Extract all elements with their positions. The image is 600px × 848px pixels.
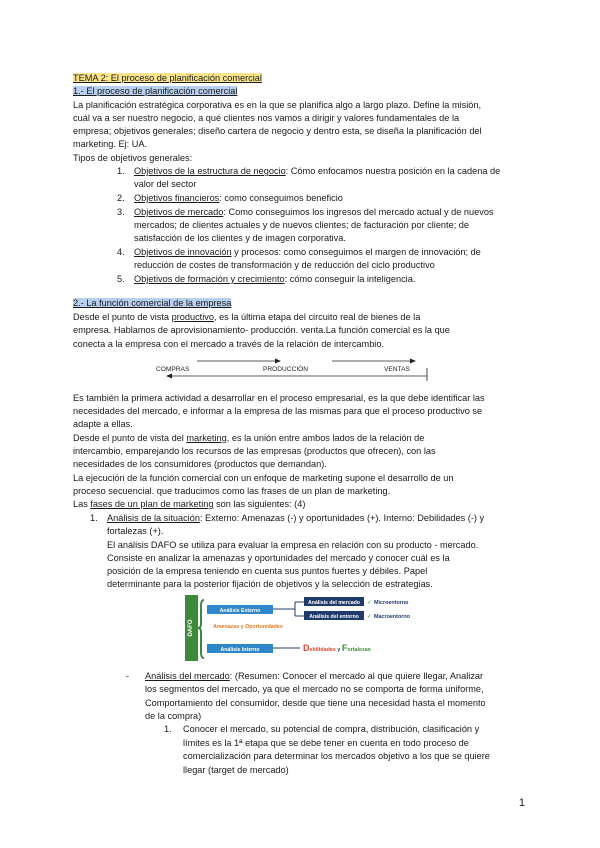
sub-item-line: llegar (target de mercado) xyxy=(183,765,289,775)
section2-heading: 2.- La función comercial de la empresa xyxy=(73,298,232,308)
df-label: Debilidades y Fortalezas xyxy=(303,643,371,653)
bullet-cont: de la compra) xyxy=(145,711,202,721)
flow-step: PRODUCCIÓN xyxy=(263,366,309,373)
para-line: marketing. Ej: UA. xyxy=(73,139,148,149)
externo-label: Análisis Externo xyxy=(219,608,261,614)
page-number: 1 xyxy=(518,797,525,809)
check-icon: ✓ xyxy=(367,600,372,606)
bullet-cont: Comportamiento del consumidor, desde que tiene una necesidad hasta el momento xyxy=(145,698,486,708)
phase-cont: fortalezas (+). xyxy=(107,526,164,536)
section1-heading: 1.- El proceso de planificación comercial xyxy=(73,86,238,96)
para-line: adapte a ellas. xyxy=(73,419,133,429)
sub-item-line: límites es la 1ª etapa que se debe tener en cuenta en todo proceso de xyxy=(183,738,469,748)
mercado-label: Análisis del mercado xyxy=(308,600,360,606)
dafo-diagram xyxy=(184,594,424,664)
check-icon: ✓ xyxy=(367,614,372,620)
para-line: posición de la empresa teniendo en cuenta sus puntos fuertes y débiles. Papel xyxy=(107,566,428,576)
para-line: Desde el punto de vista del marketing, es la unión entre ambos lados de la relación de xyxy=(73,433,425,443)
bullet-cont: los segmentos del mercado, ya que el mercado no se comporta de forma uniforme, xyxy=(145,684,484,694)
objective-cont: valor del sector xyxy=(134,179,197,189)
para-line: empresa; objetivos generales; diseño cartera de negocio y dentro esta, se diseña la planificación del xyxy=(73,126,482,136)
para-line: proceso secuencial. que traducimos como las frases de un plan de marketing. xyxy=(73,486,391,496)
flow-diagram xyxy=(150,354,440,384)
flow-arrow-head xyxy=(166,374,172,379)
para-line: necesidades del mercado, e informar a la empresa de las mismas para que el proceso productivo se xyxy=(73,406,483,416)
sub-item-line: Conocer el mercado, su potencial de compra, distribución, clasificación y xyxy=(183,724,480,734)
para-line: La planificación estratégica corporativa es en la que se planifica algo a largo plazo. Define la misión, xyxy=(73,100,482,110)
para-line: La ejecución de la función comercial con un enfoque de marketing supone el desarrollo de un xyxy=(73,473,454,483)
para-line: necesidades de los consumidores (productos que demandan). xyxy=(73,459,327,469)
para-line: cuál va a ser nuestro negocio, a qué clientes nos vamos a dirigir y valores fundamentales de la xyxy=(73,113,460,123)
bullet-item: Análisis del mercado: (Resumen: Conocer el mercado al que quiere llegar, Analizar xyxy=(145,671,484,681)
ao-label: Amenazas y Oportunidades xyxy=(213,624,283,630)
sub-item-number: 1. xyxy=(164,724,172,734)
dafo-label: DAFO xyxy=(188,619,194,637)
micro-label: Microentorno xyxy=(374,600,409,606)
flow-arrow-head xyxy=(410,359,416,364)
para-line: intercambio, emparejando los recursos de las empresas (productos que ofrecen), con las xyxy=(73,446,436,456)
objective-item: 5. Objetivos de formación y crecimiento: cómo conseguir la inteligencia. xyxy=(117,274,416,284)
para-line: El análisis DAFO se utiliza para evaluar la empresa en relación con su producto - mercado. xyxy=(107,540,479,550)
interno-label: Análisis Interno xyxy=(220,647,260,653)
flow-step: VENTAS xyxy=(384,366,410,373)
para-line: Es también la primera actividad a desarrollar en el proceso empresarial, es la que debe identificar las xyxy=(73,393,485,403)
objective-item: 2. Objetivos financieros: como conseguimos beneficio xyxy=(117,193,343,203)
para-line: empresa. Hablamos de aprovisionamiento- producción. venta.La función comercial es la que xyxy=(73,325,450,335)
para-line: determinante para la posterior fijación de objetivos y la selección de estrategias. xyxy=(107,579,433,589)
dafo-brace xyxy=(198,600,204,658)
para-line: Las fases de un plan de marketing son las siguientes: (4) xyxy=(73,499,306,509)
objective-cont: reducción de costes de transformación y de reducción del ciclo productivo xyxy=(134,260,435,270)
sub-item-line: comercialización para determinar los mercados objetivo a los que se quiere xyxy=(183,751,490,761)
para-line: conecta a la empresa con el mercado a través de la relación de intercambio. xyxy=(73,339,385,349)
macro-label: Macroentorno xyxy=(374,614,410,620)
objective-item: 3. Objetivos de mercado: Como conseguimos los ingresos del mercado actual y de nuevos xyxy=(117,207,494,217)
flow-step: COMPRAS xyxy=(156,366,190,373)
bullet-dash: - xyxy=(126,671,130,681)
objective-item: 4. Objetivos de innovación y procesos: como conseguimos el margen de innovación; de xyxy=(117,247,481,257)
para-line: Consiste en analizar la amenazas y oportunidades del mercado y conocer cuál es la xyxy=(107,553,450,563)
entorno-label: Análisis del entorno xyxy=(309,614,359,620)
objective-cont: mercados; de clientes actuales y de nuevos clientes; de facturación por cliente; de xyxy=(134,220,470,230)
objective-item: 1. Objetivos de la estructura de negocio: Cómo enfocamos nuestra posición en la cadena de xyxy=(117,166,501,176)
para-line: Desde el punto de vista productivo, es la última etapa del circuito real de bienes de la xyxy=(73,312,421,322)
tipos-label: Tipos de objetivos generales: xyxy=(73,153,193,163)
objective-cont: satisfacción de los clientes y de imagen corporativa. xyxy=(134,233,346,243)
flow-arrow-head xyxy=(275,359,281,364)
phase-item: 1. Análisis de la situación: Externo: Amenazas (-) y oportunidades (+). Interno: Debilidades (-) y xyxy=(90,513,485,523)
doc-title: TEMA 2: El proceso de planificación comercial xyxy=(73,73,262,83)
